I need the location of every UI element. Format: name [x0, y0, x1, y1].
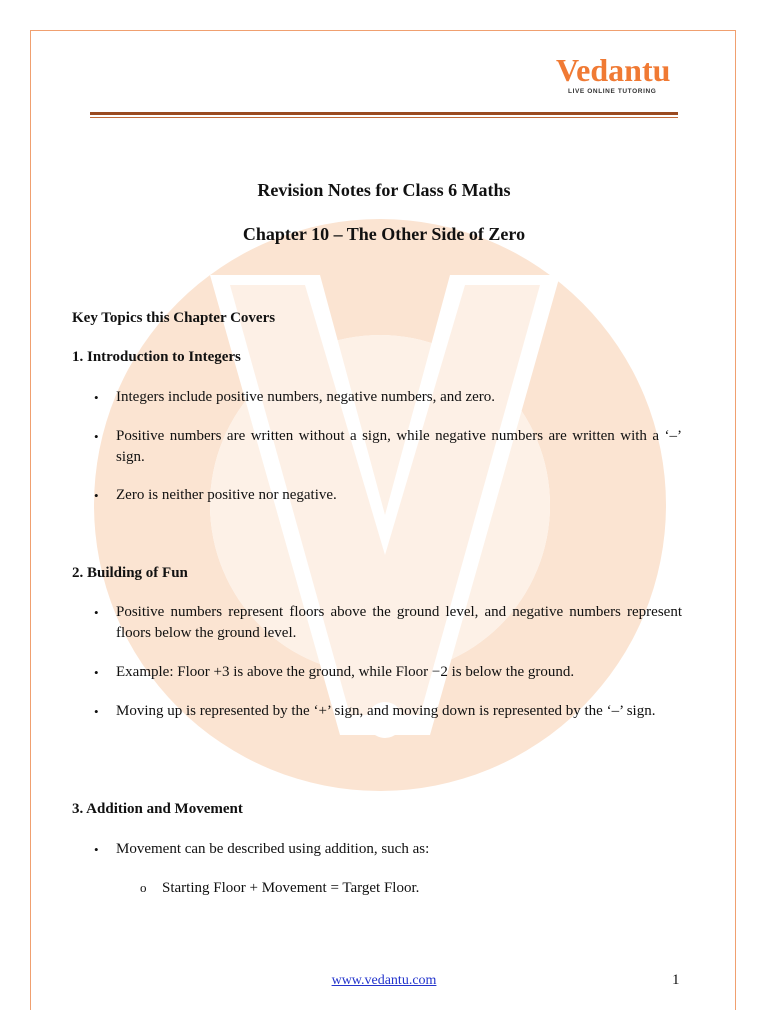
- section-heading: 2. Building of Fun: [72, 565, 188, 581]
- list-item-text: Positive numbers are written without a sign, while negative numbers are written with a ‘–’ sign.: [116, 428, 682, 465]
- chapter-title: Chapter 10 – The Other Side of Zero: [242, 224, 526, 244]
- list-item-text: Zero is neither positive nor negative.: [116, 487, 337, 503]
- bullet-icon: •: [94, 605, 99, 620]
- bullet-icon: •: [94, 842, 99, 857]
- header-rule-thin: [90, 117, 678, 118]
- header-rule-thick: [90, 112, 678, 115]
- key-topics-heading: Key Topics this Chapter Covers: [72, 310, 276, 326]
- bullet-icon: •: [94, 488, 99, 503]
- logo-tagline: LIVE ONLINE TUTORING: [568, 88, 657, 95]
- footer-link[interactable]: www.vedantu.com: [331, 973, 437, 988]
- bullet-icon: •: [94, 390, 99, 405]
- logo-wordmark: Vedantu: [556, 52, 671, 88]
- section-heading: 3. Addition and Movement: [72, 801, 243, 817]
- sub-list-item-text: Starting Floor + Movement = Target Floor.: [162, 880, 420, 896]
- list-item-text: Positive numbers represent floors above the ground level, and negative numbers represent floors below the ground level.: [116, 604, 682, 641]
- vedantu-logo: [556, 52, 676, 100]
- page-title: Revision Notes for Class 6 Maths: [257, 180, 511, 200]
- list-item-text: Moving up is represented by the ‘+’ sign, and moving down is represented by the ‘–’ sign.: [116, 703, 656, 719]
- list-item-text: Integers include positive numbers, negative numbers, and zero.: [116, 389, 496, 405]
- page-number: 1: [672, 972, 680, 988]
- bullet-icon: •: [94, 429, 99, 444]
- section-heading: 1. Introduction to Integers: [72, 349, 241, 365]
- list-item-text: Example: Floor +3 is above the ground, while Floor −2 is below the ground.: [116, 664, 575, 680]
- bullet-icon: •: [94, 665, 99, 680]
- circle-bullet-icon: o: [140, 880, 147, 895]
- bullet-icon: •: [94, 704, 99, 719]
- list-item-text: Movement can be described using addition, such as:: [116, 841, 430, 857]
